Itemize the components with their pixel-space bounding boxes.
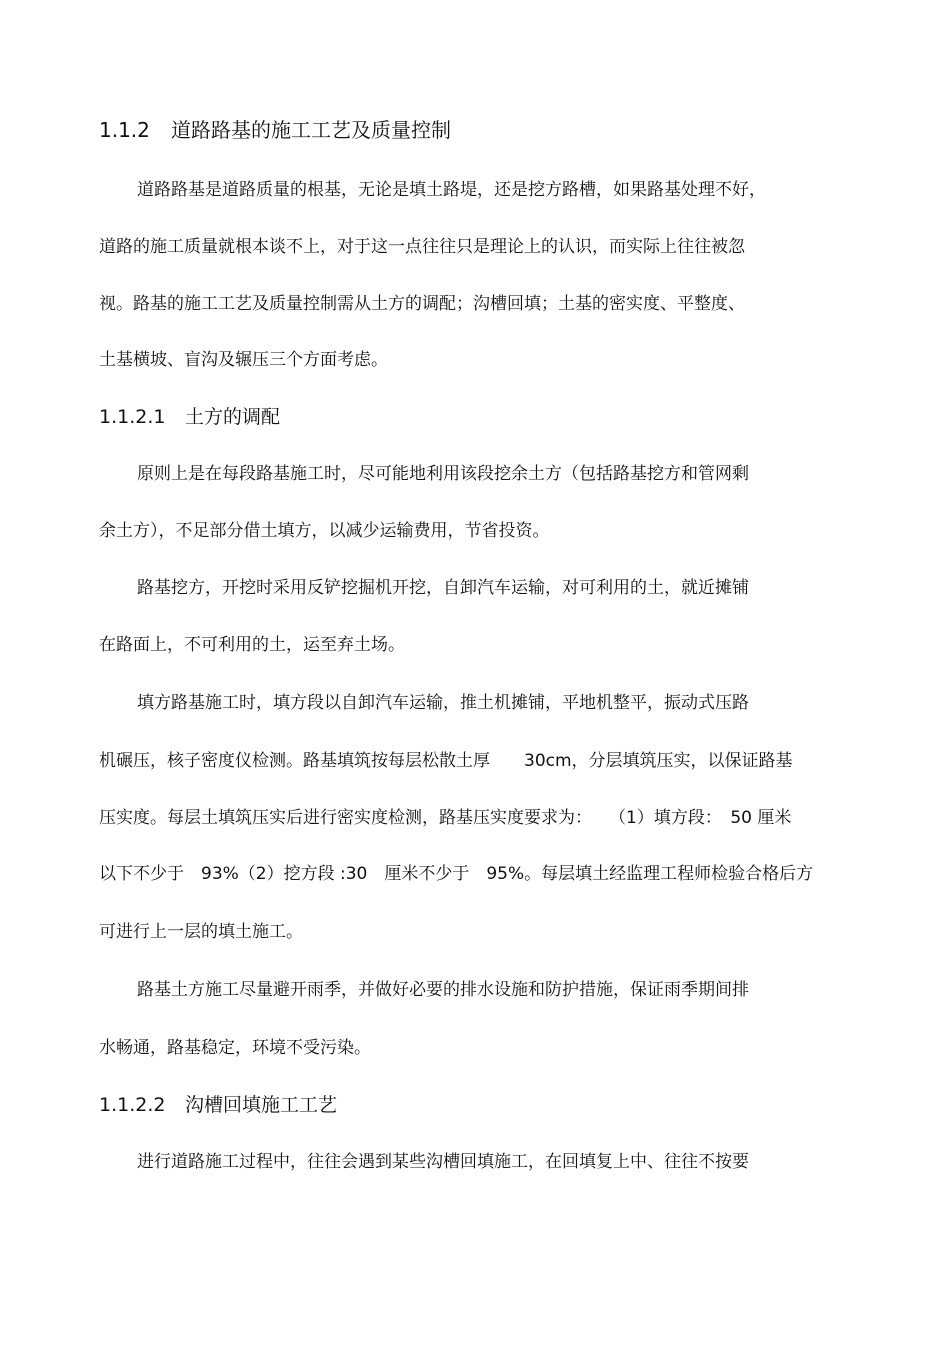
paragraph-line: 土基横坡、盲沟及辗压三个方面考虑。 <box>99 350 388 370</box>
paragraph-line: 可进行上一层的填土施工。 <box>99 922 303 942</box>
paragraph-line: 填方路基施工时，填方段以自卸汽车运输，推土机摊铺，平地机整平，振动式压路 <box>137 693 749 713</box>
paragraph-line: 在路面上，不可利用的土，运至弃土场。 <box>99 635 405 655</box>
heading-number: 1.1.2 <box>99 118 150 142</box>
paragraph-line: 以下不少于 93%（2）挖方段 :30 厘米不少于 95%。每层填土经监理工程师检验合格后方 <box>99 864 814 884</box>
paragraph-line: 机碾压，核子密度仪检测。路基填筑按每层松散土厚 30cm，分层填筑压实，以保证路基 <box>99 751 793 771</box>
paragraph-line: 进行道路施工过程中，往往会遇到某些沟槽回填施工，在回填复上中、往往不按要 <box>137 1152 749 1172</box>
section-heading-1-1-2 <box>99 116 451 144</box>
heading-title: 沟槽回填施工工艺 <box>185 1094 338 1116</box>
paragraph-line: 水畅通，路基稳定，环境不受污染。 <box>99 1038 371 1058</box>
heading-number: 1.1.2.1 <box>99 406 166 428</box>
paragraph-line: 压实度。每层土填筑压实后进行密实度检测，路基压实度要求为： （1）填方段： 50 厘米 <box>99 808 792 828</box>
paragraph-line: 余土方），不足部分借土填方，以减少运输费用，节省投资。 <box>99 521 550 541</box>
paragraph-line: 路基挖方，开挖时采用反铲挖掘机开挖，自卸汽车运输，对可利用的土，就近摊铺 <box>137 578 749 598</box>
heading-title: 土方的调配 <box>185 406 281 428</box>
paragraph-line: 原则上是在每段路基施工时，尽可能地利用该段挖余土方（包括路基挖方和管网剩 <box>137 464 749 484</box>
paragraph-line: 道路的施工质量就根本谈不上，对于这一点往往只是理论上的认识，而实际上往往被忽 <box>99 237 745 257</box>
paragraph-line: 路基土方施工尽量避开雨季，并做好必要的排水设施和防护措施，保证雨季期间排 <box>137 980 749 1000</box>
section-heading-1-1-2-1 <box>99 404 280 430</box>
heading-number: 1.1.2.2 <box>99 1094 166 1116</box>
paragraph-line: 道路路基是道路质量的根基，无论是填土路堤，还是挖方路槽，如果路基处理不好， <box>137 180 766 200</box>
heading-title: 道路路基的施工工艺及质量控制 <box>171 118 451 142</box>
section-heading-1-1-2-2 <box>99 1092 337 1118</box>
paragraph-line: 视。路基的施工工艺及质量控制需从土方的调配；沟槽回填；土基的密实度、平整度、 <box>99 294 745 314</box>
